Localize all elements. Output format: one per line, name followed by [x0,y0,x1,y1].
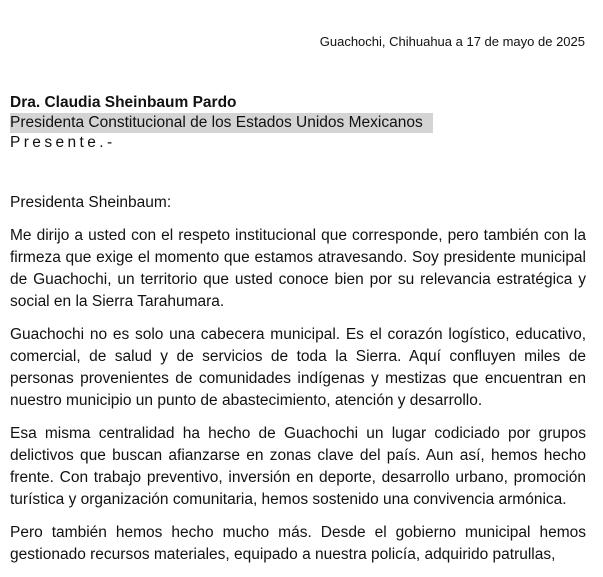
recipient-name: Dra. Claudia Sheinbaum Pardo [10,94,237,111]
body-paragraph-3: Esa misma centralidad ha hecho de Guachochi un lugar codiciado por grupos delictivos que buscan afianzarse en zonas clave del país. Aun así, hemos hecho frente. Con trabajo preventivo, inversión en deporte, desarrollo urbano, promoción turística y organización comunitaria, hemos sostenido una convivencia armónica. [10,425,586,508]
letter-body [10,225,586,577]
body-paragraph-2: Guachochi no es solo una cabecera municipal. Es el corazón logístico, educativo, comercial, de salud y de servicios de toda la Sierra. Aquí confluyen miles de personas provenientes de comunidades indígenas y mestizas que encuentran en nuestro municipio un punto de abastecimiento, atención y desarrollo. [10,326,586,409]
salutation: Presidenta Sheinbaum: [10,194,172,211]
recipient-block [10,93,433,153]
presente-line: Presente.- [10,134,116,151]
recipient-title-highlighted: Presidenta Constitucional de los Estados Unidos Mexicanos [10,113,433,133]
body-paragraph-1: Me dirijo a usted con el respeto institucional que corresponde, pero también con la firmeza que exige el momento que estamos atravesando. Soy presidente municipal de Guachochi, un territorio que usted conoce bien por su relevancia estratégica y social en la Sierra Tarahumara. [10,227,586,310]
body-paragraph-4: Pero también hemos hecho mucho más. Desde el gobierno municipal hemos gestionado recursos materiales, equipado a nuestra policía, adquirido patrullas, [10,524,586,563]
letter-dateline: Guachochi, Chihuahua a 17 de mayo de 2025 [319,34,585,49]
